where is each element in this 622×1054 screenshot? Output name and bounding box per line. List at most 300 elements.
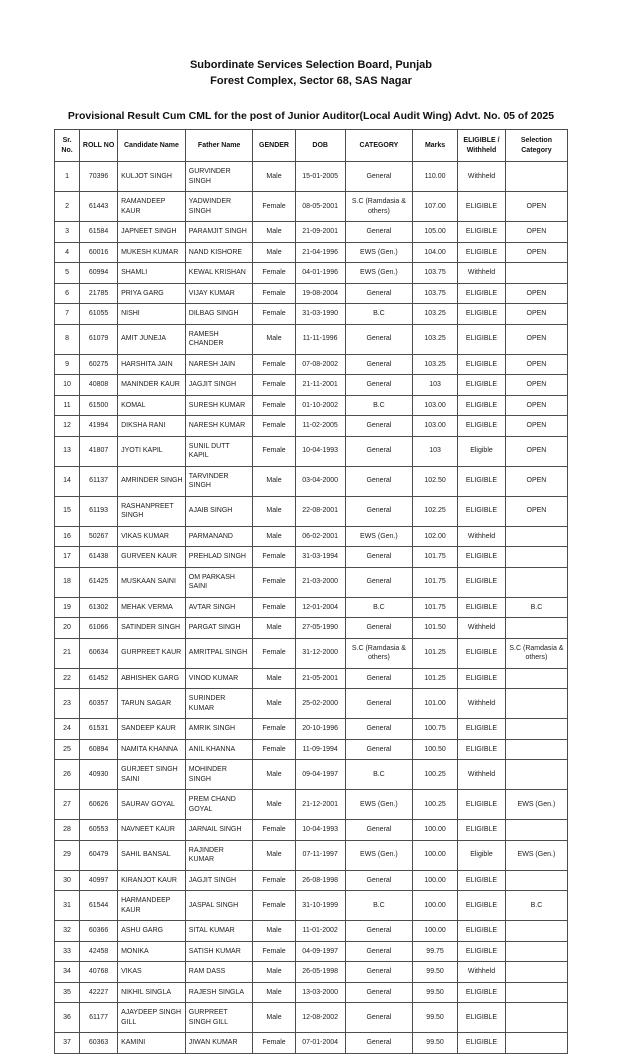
cell-sr-no: 22: [55, 668, 80, 689]
cell-gender: Male: [253, 526, 295, 547]
table-row: [55, 962, 568, 983]
cell-category: General: [345, 820, 412, 841]
cell-selection-category: EWS (Gen.): [505, 840, 567, 870]
cell-father-name: AMRITPAL SINGH: [185, 638, 253, 668]
cell-dob: 31-03-1990: [295, 304, 345, 325]
cell-eligible-withheld: ELIGIBLE: [458, 304, 506, 325]
cell-candidate-name: MUKESH KUMAR: [118, 242, 186, 263]
cell-sr-no: 6: [55, 283, 80, 304]
cell-father-name: MOHINDER SINGH: [185, 760, 253, 790]
cell-sr-no: 2: [55, 192, 80, 222]
cell-selection-category: S.C (Ramdasia & others): [505, 638, 567, 668]
cell-roll-no: 61452: [80, 668, 118, 689]
cell-father-name: TARVINDER SINGH: [185, 466, 253, 496]
table-row: [55, 739, 568, 760]
table-row: [55, 840, 568, 870]
cell-roll-no: 61544: [80, 891, 118, 921]
cell-roll-no: 60994: [80, 263, 118, 284]
cell-dob: 07-11-1997: [295, 840, 345, 870]
cell-dob: 12-01-2004: [295, 597, 345, 618]
cell-category: S.C (Ramdasia & others): [345, 638, 412, 668]
cell-father-name: PARGAT SINGH: [185, 618, 253, 639]
cell-candidate-name: RASHANPREET SINGH: [118, 496, 186, 526]
cell-roll-no: 61500: [80, 395, 118, 416]
cell-eligible-withheld: ELIGIBLE: [458, 192, 506, 222]
cell-selection-category: [505, 263, 567, 284]
cell-gender: Male: [253, 962, 295, 983]
cell-marks: 101.75: [413, 567, 458, 597]
table-row: [55, 921, 568, 942]
cell-father-name: RAJINDER KUMAR: [185, 840, 253, 870]
cell-sr-no: 1: [55, 162, 80, 192]
cell-marks: 101.75: [413, 547, 458, 568]
col-header-sr-no: Sr. No.: [55, 130, 80, 162]
cell-sr-no: 28: [55, 820, 80, 841]
cell-roll-no: 61193: [80, 496, 118, 526]
cell-gender: Male: [253, 921, 295, 942]
cell-roll-no: 50267: [80, 526, 118, 547]
cell-marks: 100.50: [413, 739, 458, 760]
cell-marks: 101.00: [413, 689, 458, 719]
cell-eligible-withheld: ELIGIBLE: [458, 222, 506, 243]
table-row: [55, 668, 568, 689]
cell-marks: 103.75: [413, 283, 458, 304]
cell-gender: Female: [253, 1033, 295, 1054]
cell-marks: 101.25: [413, 638, 458, 668]
cell-father-name: AJAIB SINGH: [185, 496, 253, 526]
table-row: [55, 891, 568, 921]
cell-gender: Male: [253, 689, 295, 719]
result-table: [54, 129, 568, 1054]
cell-gender: Male: [253, 222, 295, 243]
table-row: [55, 416, 568, 437]
cell-dob: 11-09-1994: [295, 739, 345, 760]
cell-dob: 06-02-2001: [295, 526, 345, 547]
table-row: [55, 375, 568, 396]
cell-category: EWS (Gen.): [345, 840, 412, 870]
cell-roll-no: 61438: [80, 547, 118, 568]
cell-candidate-name: SATINDER SINGH: [118, 618, 186, 639]
cell-category: General: [345, 689, 412, 719]
cell-eligible-withheld: ELIGIBLE: [458, 1003, 506, 1033]
cell-sr-no: 17: [55, 547, 80, 568]
cell-marks: 103.25: [413, 354, 458, 375]
cell-selection-category: B.C: [505, 597, 567, 618]
table-row: [55, 496, 568, 526]
cell-gender: Male: [253, 760, 295, 790]
cell-eligible-withheld: ELIGIBLE: [458, 547, 506, 568]
cell-father-name: PARMANAND: [185, 526, 253, 547]
table-row: [55, 263, 568, 284]
table-row: [55, 618, 568, 639]
cell-category: General: [345, 436, 412, 466]
col-header-gender: GENDER: [253, 130, 295, 162]
cell-gender: Female: [253, 941, 295, 962]
cell-roll-no: 60479: [80, 840, 118, 870]
cell-marks: 103.75: [413, 263, 458, 284]
cell-sr-no: 19: [55, 597, 80, 618]
cell-candidate-name: TARUN SAGAR: [118, 689, 186, 719]
cell-dob: 11-11-1996: [295, 324, 345, 354]
cell-sr-no: 16: [55, 526, 80, 547]
cell-selection-category: OPEN: [505, 304, 567, 325]
cell-candidate-name: JYOTI KAPIL: [118, 436, 186, 466]
cell-dob: 31-03-1994: [295, 547, 345, 568]
cell-selection-category: [505, 820, 567, 841]
cell-sr-no: 23: [55, 689, 80, 719]
cell-selection-category: OPEN: [505, 496, 567, 526]
cell-sr-no: 10: [55, 375, 80, 396]
cell-selection-category: [505, 618, 567, 639]
cell-eligible-withheld: ELIGIBLE: [458, 354, 506, 375]
cell-marks: 100.25: [413, 760, 458, 790]
cell-dob: 07-01-2004: [295, 1033, 345, 1054]
table-row: [55, 192, 568, 222]
cell-marks: 100.00: [413, 891, 458, 921]
cell-marks: 99.50: [413, 962, 458, 983]
cell-eligible-withheld: Withheld: [458, 263, 506, 284]
cell-dob: 03-04-2000: [295, 466, 345, 496]
cell-father-name: RAMESH CHANDER: [185, 324, 253, 354]
cell-selection-category: OPEN: [505, 395, 567, 416]
cell-selection-category: [505, 567, 567, 597]
cell-selection-category: OPEN: [505, 283, 567, 304]
org-address-line: Forest Complex, Sector 68, SAS Nagar: [210, 75, 412, 87]
cell-candidate-name: HARSHITA JAIN: [118, 354, 186, 375]
cell-selection-category: [505, 668, 567, 689]
cell-gender: Male: [253, 162, 295, 192]
table-row: [55, 242, 568, 263]
cell-roll-no: 40930: [80, 760, 118, 790]
cell-category: General: [345, 324, 412, 354]
cell-roll-no: 60894: [80, 739, 118, 760]
cell-gender: Female: [253, 354, 295, 375]
table-row: [55, 304, 568, 325]
cell-dob: 21-05-2001: [295, 668, 345, 689]
cell-eligible-withheld: ELIGIBLE: [458, 668, 506, 689]
cell-category: S.C (Ramdasia & others): [345, 192, 412, 222]
cell-category: General: [345, 668, 412, 689]
cell-father-name: YADWINDER SINGH: [185, 192, 253, 222]
table-row: [55, 1003, 568, 1033]
cell-dob: 15-01-2005: [295, 162, 345, 192]
cell-marks: 102.00: [413, 526, 458, 547]
cell-gender: Female: [253, 870, 295, 891]
table-row: [55, 820, 568, 841]
cell-candidate-name: GURPREET KAUR: [118, 638, 186, 668]
cell-roll-no: 42227: [80, 982, 118, 1003]
cell-sr-no: 11: [55, 395, 80, 416]
cell-gender: Male: [253, 1003, 295, 1033]
cell-roll-no: 61302: [80, 597, 118, 618]
cell-roll-no: 60275: [80, 354, 118, 375]
cell-sr-no: 24: [55, 719, 80, 740]
col-header-roll-no: ROLL NO: [80, 130, 118, 162]
cell-gender: Male: [253, 982, 295, 1003]
cell-gender: Female: [253, 395, 295, 416]
cell-gender: Female: [253, 820, 295, 841]
cell-father-name: VINOD KUMAR: [185, 668, 253, 689]
cell-roll-no: 61584: [80, 222, 118, 243]
cell-eligible-withheld: ELIGIBLE: [458, 820, 506, 841]
cell-category: General: [345, 496, 412, 526]
cell-category: General: [345, 354, 412, 375]
cell-candidate-name: ASHU GARG: [118, 921, 186, 942]
cell-category: General: [345, 739, 412, 760]
cell-eligible-withheld: ELIGIBLE: [458, 466, 506, 496]
cell-eligible-withheld: Withheld: [458, 162, 506, 192]
cell-eligible-withheld: ELIGIBLE: [458, 395, 506, 416]
cell-father-name: RAM DASS: [185, 962, 253, 983]
cell-roll-no: 41807: [80, 436, 118, 466]
cell-eligible-withheld: ELIGIBLE: [458, 416, 506, 437]
cell-selection-category: [505, 526, 567, 547]
cell-category: B.C: [345, 395, 412, 416]
cell-sr-no: 32: [55, 921, 80, 942]
table-row: [55, 547, 568, 568]
cell-marks: 107.00: [413, 192, 458, 222]
org-name-line: Subordinate Services Selection Board, Punjab: [189, 59, 433, 71]
cell-marks: 100.00: [413, 921, 458, 942]
cell-dob: 10-04-1993: [295, 820, 345, 841]
cell-dob: 07-08-2002: [295, 354, 345, 375]
cell-selection-category: [505, 870, 567, 891]
cell-selection-category: OPEN: [505, 436, 567, 466]
cell-sr-no: 33: [55, 941, 80, 962]
cell-candidate-name: SHAMLI: [118, 263, 186, 284]
cell-candidate-name: ABHISHEK GARG: [118, 668, 186, 689]
cell-sr-no: 8: [55, 324, 80, 354]
table-row: [55, 162, 568, 192]
cell-father-name: VIJAY KUMAR: [185, 283, 253, 304]
cell-selection-category: [505, 739, 567, 760]
cell-father-name: JASPAL SINGH: [185, 891, 253, 921]
cell-dob: 04-01-1996: [295, 263, 345, 284]
cell-sr-no: 27: [55, 790, 80, 820]
cell-candidate-name: VIKAS KUMAR: [118, 526, 186, 547]
cell-sr-no: 15: [55, 496, 80, 526]
cell-candidate-name: PRIYA GARG: [118, 283, 186, 304]
cell-sr-no: 7: [55, 304, 80, 325]
cell-selection-category: B.C: [505, 891, 567, 921]
cell-category: B.C: [345, 760, 412, 790]
cell-selection-category: [505, 921, 567, 942]
cell-category: General: [345, 1033, 412, 1054]
cell-gender: Male: [253, 618, 295, 639]
cell-roll-no: 60016: [80, 242, 118, 263]
cell-father-name: NAND KISHORE: [185, 242, 253, 263]
cell-gender: Male: [253, 466, 295, 496]
cell-eligible-withheld: ELIGIBLE: [458, 891, 506, 921]
cell-selection-category: [505, 547, 567, 568]
cell-father-name: ANIL KHANNA: [185, 739, 253, 760]
cell-roll-no: 61177: [80, 1003, 118, 1033]
cell-eligible-withheld: ELIGIBLE: [458, 283, 506, 304]
table-row: [55, 526, 568, 547]
cell-candidate-name: KIRANJOT KAUR: [118, 870, 186, 891]
cell-selection-category: OPEN: [505, 222, 567, 243]
cell-candidate-name: NIKHIL SINGLA: [118, 982, 186, 1003]
cell-category: General: [345, 921, 412, 942]
cell-gender: Female: [253, 891, 295, 921]
cell-roll-no: 61531: [80, 719, 118, 740]
cell-selection-category: OPEN: [505, 354, 567, 375]
cell-marks: 103: [413, 436, 458, 466]
cell-dob: 04-09-1997: [295, 941, 345, 962]
cell-dob: 27-05-1990: [295, 618, 345, 639]
cell-dob: 21-03-2000: [295, 567, 345, 597]
cell-candidate-name: KULJOT SINGH: [118, 162, 186, 192]
table-row: [55, 638, 568, 668]
cell-candidate-name: GURJEET SINGH SAINI: [118, 760, 186, 790]
cell-marks: 101.25: [413, 668, 458, 689]
cell-sr-no: 34: [55, 962, 80, 983]
cell-sr-no: 30: [55, 870, 80, 891]
cell-gender: Female: [253, 416, 295, 437]
cell-candidate-name: MANINDER KAUR: [118, 375, 186, 396]
cell-category: General: [345, 547, 412, 568]
cell-father-name: SURINDER KUMAR: [185, 689, 253, 719]
cell-roll-no: 60553: [80, 820, 118, 841]
cell-father-name: SURESH KUMAR: [185, 395, 253, 416]
cell-gender: Female: [253, 375, 295, 396]
cell-roll-no: 70396: [80, 162, 118, 192]
cell-gender: Male: [253, 496, 295, 526]
cell-category: B.C: [345, 891, 412, 921]
cell-eligible-withheld: ELIGIBLE: [458, 719, 506, 740]
cell-father-name: PREHLAD SINGH: [185, 547, 253, 568]
cell-sr-no: 37: [55, 1033, 80, 1054]
cell-roll-no: 61425: [80, 567, 118, 597]
cell-roll-no: 42458: [80, 941, 118, 962]
cell-candidate-name: MEHAK VERMA: [118, 597, 186, 618]
cell-category: General: [345, 567, 412, 597]
cell-selection-category: [505, 689, 567, 719]
cell-roll-no: 40997: [80, 870, 118, 891]
cell-dob: 19-08-2004: [295, 283, 345, 304]
cell-roll-no: 60626: [80, 790, 118, 820]
cell-eligible-withheld: ELIGIBLE: [458, 982, 506, 1003]
cell-selection-category: [505, 760, 567, 790]
cell-roll-no: 60357: [80, 689, 118, 719]
cell-dob: 09-04-1997: [295, 760, 345, 790]
cell-father-name: NARESH JAIN: [185, 354, 253, 375]
table-row: [55, 1033, 568, 1054]
table-row: [55, 567, 568, 597]
cell-roll-no: 41994: [80, 416, 118, 437]
cell-candidate-name: KOMAL: [118, 395, 186, 416]
cell-candidate-name: SANDEEP KAUR: [118, 719, 186, 740]
cell-gender: Female: [253, 638, 295, 668]
cell-selection-category: OPEN: [505, 416, 567, 437]
cell-category: B.C: [345, 304, 412, 325]
cell-selection-category: OPEN: [505, 466, 567, 496]
cell-dob: 20-10-1996: [295, 719, 345, 740]
cell-selection-category: [505, 162, 567, 192]
cell-category: General: [345, 222, 412, 243]
cell-gender: Female: [253, 719, 295, 740]
cell-category: General: [345, 962, 412, 983]
cell-roll-no: 61443: [80, 192, 118, 222]
cell-gender: Female: [253, 304, 295, 325]
cell-father-name: SUNIL DUTT KAPIL: [185, 436, 253, 466]
cell-marks: 103.25: [413, 304, 458, 325]
table-row: [55, 354, 568, 375]
cell-gender: Male: [253, 324, 295, 354]
table-row: [55, 870, 568, 891]
cell-eligible-withheld: ELIGIBLE: [458, 941, 506, 962]
cell-dob: 31-12-2000: [295, 638, 345, 668]
document-header: [0, 0, 622, 89]
cell-father-name: PREM CHAND GOYAL: [185, 790, 253, 820]
cell-roll-no: 60363: [80, 1033, 118, 1054]
cell-category: General: [345, 466, 412, 496]
cell-marks: 100.00: [413, 820, 458, 841]
cell-marks: 100.00: [413, 840, 458, 870]
cell-father-name: JIWAN KUMAR: [185, 1033, 253, 1054]
cell-dob: 26-08-1998: [295, 870, 345, 891]
cell-eligible-withheld: ELIGIBLE: [458, 638, 506, 668]
cell-gender: Female: [253, 436, 295, 466]
cell-selection-category: [505, 982, 567, 1003]
table-row: [55, 790, 568, 820]
cell-dob: 11-01-2002: [295, 921, 345, 942]
cell-sr-no: 31: [55, 891, 80, 921]
cell-eligible-withheld: ELIGIBLE: [458, 921, 506, 942]
cell-sr-no: 13: [55, 436, 80, 466]
table-row: [55, 982, 568, 1003]
cell-dob: 10-04-1993: [295, 436, 345, 466]
cell-marks: 102.25: [413, 496, 458, 526]
cell-candidate-name: KAMINI: [118, 1033, 186, 1054]
table-row: [55, 283, 568, 304]
cell-sr-no: 4: [55, 242, 80, 263]
cell-sr-no: 9: [55, 354, 80, 375]
table-row: [55, 719, 568, 740]
cell-eligible-withheld: Withheld: [458, 760, 506, 790]
cell-dob: 25-02-2000: [295, 689, 345, 719]
cell-marks: 104.00: [413, 242, 458, 263]
cell-marks: 101.50: [413, 618, 458, 639]
cell-marks: 100.75: [413, 719, 458, 740]
cell-father-name: SITAL KUMAR: [185, 921, 253, 942]
cell-gender: Male: [253, 840, 295, 870]
cell-candidate-name: NISHI: [118, 304, 186, 325]
cell-eligible-withheld: Withheld: [458, 618, 506, 639]
cell-candidate-name: VIKAS: [118, 962, 186, 983]
cell-eligible-withheld: Eligible: [458, 436, 506, 466]
cell-dob: 21-09-2001: [295, 222, 345, 243]
cell-eligible-withheld: Withheld: [458, 526, 506, 547]
cell-roll-no: 40808: [80, 375, 118, 396]
cell-selection-category: [505, 719, 567, 740]
cell-sr-no: 3: [55, 222, 80, 243]
cell-sr-no: 20: [55, 618, 80, 639]
cell-father-name: JAGJIT SINGH: [185, 375, 253, 396]
cell-marks: 99.50: [413, 982, 458, 1003]
cell-sr-no: 25: [55, 739, 80, 760]
cell-eligible-withheld: ELIGIBLE: [458, 1033, 506, 1054]
cell-father-name: OM PARKASH SAINI: [185, 567, 253, 597]
cell-father-name: AVTAR SINGH: [185, 597, 253, 618]
cell-category: General: [345, 719, 412, 740]
cell-gender: Male: [253, 790, 295, 820]
page-title: Provisional Result Cum CML for the post of Junior Auditor(Local Audit Wing) Advt. No. 05 of 2025: [67, 110, 555, 122]
cell-father-name: JARNAIL SINGH: [185, 820, 253, 841]
cell-candidate-name: AMIT JUNEJA: [118, 324, 186, 354]
cell-eligible-withheld: ELIGIBLE: [458, 597, 506, 618]
col-header-candidate-name: Candidate Name: [118, 130, 186, 162]
